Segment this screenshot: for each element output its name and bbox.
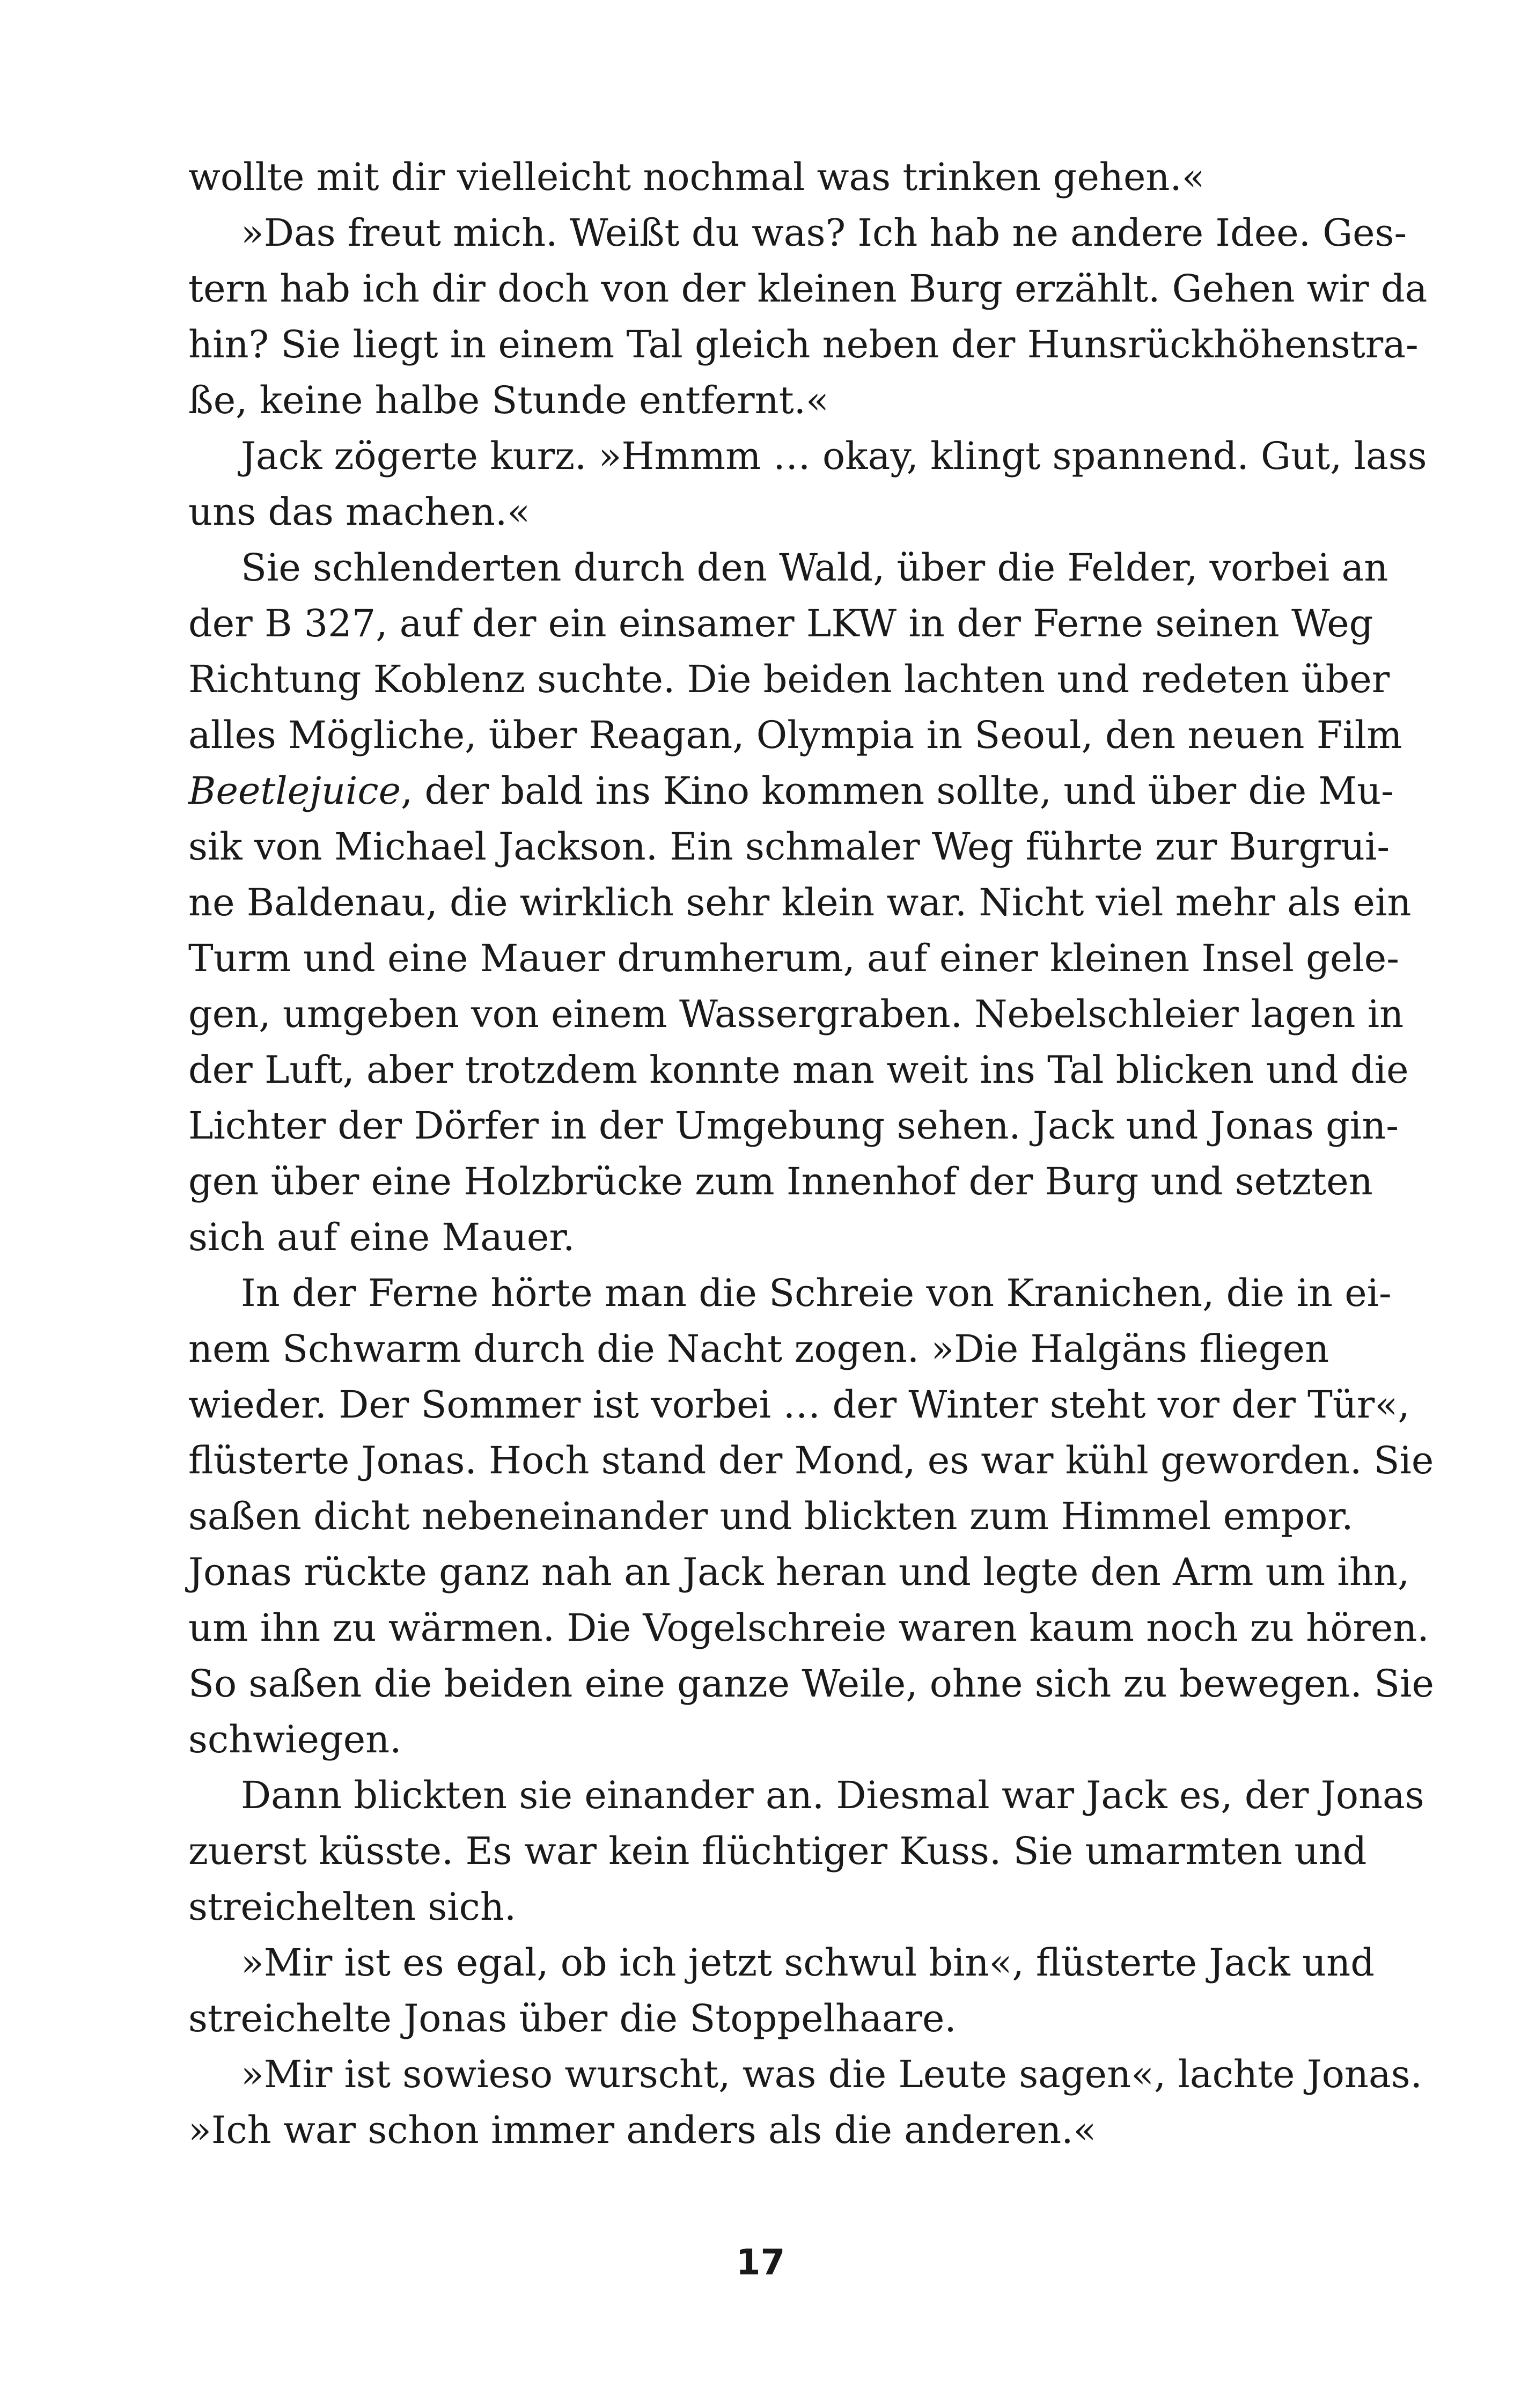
line-text: streichelten sich. xyxy=(188,1885,517,1929)
line-text: der Luft, aber trotzdem konnte man weit ins Tal blicken und die xyxy=(188,1048,1409,1092)
line-text: streichelte Jonas über die Stoppelhaare. xyxy=(188,1996,957,2040)
text-line xyxy=(188,428,1427,484)
line-text: flüsterte Jonas. Hoch stand der Mond, es war kühl geworden. Sie xyxy=(188,1438,1434,1482)
line-text: Jack zögerte kurz. »Hmmm … okay, klingt spannend. Gut, lass xyxy=(241,434,1427,478)
line-text: Dann blickten sie einander an. Diesmal war Jack es, der Jonas xyxy=(241,1773,1424,1817)
text-line xyxy=(188,2102,1327,2158)
text-line xyxy=(188,1042,1409,1098)
line-text: »Ich war schon immer anders als die anderen.« xyxy=(188,2108,1097,2152)
line-text: sik von Michael Jackson. Ein schmaler Weg führte zur Burgrui- xyxy=(188,825,1390,869)
text-line xyxy=(188,149,1327,205)
text-line xyxy=(188,484,1327,540)
text-line xyxy=(188,317,1419,372)
line-text: »Mir ist sowieso wurscht, was die Leute sagen«, lachte Jonas. xyxy=(241,2052,1422,2096)
text-line xyxy=(188,986,1404,1042)
text-line xyxy=(188,1377,1410,1433)
line-text: wollte mit dir vielleicht nochmal was trinken gehen.« xyxy=(188,155,1205,199)
text-line xyxy=(188,1321,1327,1377)
line-text: ne Baldenau, die wirklich sehr klein war. Nicht viel mehr als ein xyxy=(188,880,1412,924)
line-text: Jonas rückte ganz nah an Jack heran und legte den Arm um ihn, xyxy=(188,1550,1410,1594)
text-line xyxy=(188,1935,1375,1991)
line-text: Lichter der Dörfer in der Umgebung sehen. Jack und Jonas gin- xyxy=(188,1104,1399,1148)
text-line xyxy=(188,1823,1367,1879)
text-line xyxy=(188,596,1373,651)
text-line xyxy=(188,1098,1399,1154)
line-text: um ihn zu wärmen. Die Vogelschreie waren kaum noch zu hören. xyxy=(188,1606,1429,1650)
line-text: ße, keine halbe Stunde entfernt.« xyxy=(188,378,829,422)
text-line xyxy=(188,1991,1327,2046)
text-line xyxy=(188,205,1407,261)
text-line xyxy=(188,763,1394,819)
line-text: So saßen die beiden eine ganze Weile, ohne sich zu bewegen. Sie xyxy=(188,1662,1434,1706)
line-text: saßen dicht nebeneinander und blickten zum Himmel empor. xyxy=(188,1494,1354,1538)
italic-title: Beetlejuice xyxy=(188,769,401,813)
text-line xyxy=(188,1656,1434,1712)
text-line xyxy=(188,1544,1410,1600)
line-text: gen, umgeben von einem Wassergraben. Nebelschleier lagen in xyxy=(188,992,1404,1036)
text-line xyxy=(188,819,1390,875)
line-text: Sie schlenderten durch den Wald, über die Felder, vorbei an xyxy=(241,546,1388,590)
text-line xyxy=(188,875,1412,930)
line-text: wieder. Der Sommer ist vorbei … der Winter steht vor der Tür«, xyxy=(188,1383,1410,1427)
page-number: 17 xyxy=(736,2242,785,2283)
line-text: der B 327, auf der ein einsamer LKW in der Ferne seinen Weg xyxy=(188,601,1373,645)
line-text: »Mir ist es egal, ob ich jetzt schwul bin«, flüsterte Jack und xyxy=(241,1941,1375,1985)
line-text: hin? Sie liegt in einem Tal gleich neben der Hunsrückhöhenstra- xyxy=(188,322,1419,366)
line-text: , der bald ins Kino kommen sollte, und über die Mu- xyxy=(401,769,1394,813)
text-line xyxy=(188,1712,1327,1767)
text-line xyxy=(188,1433,1434,1488)
text-line xyxy=(188,1600,1429,1656)
text-line xyxy=(188,372,1327,428)
line-text: Turm und eine Mauer drumherum, auf einer kleinen Insel gele- xyxy=(188,936,1399,980)
text-line xyxy=(188,1879,1327,1935)
text-line xyxy=(188,1209,1327,1265)
page-body-text xyxy=(188,149,1434,2158)
text-line xyxy=(188,261,1428,317)
line-text: gen über eine Holzbrücke zum Innenhof der Burg und setzten xyxy=(188,1159,1373,1203)
text-line xyxy=(188,651,1390,707)
text-line xyxy=(188,930,1399,986)
line-text: tern hab ich dir doch von der kleinen Burg erzählt. Gehen wir da xyxy=(188,267,1428,311)
line-text: zuerst küsste. Es war kein flüchtiger Kuss. Sie umarmten und xyxy=(188,1829,1367,1873)
text-line xyxy=(188,1265,1392,1321)
text-line xyxy=(188,707,1402,763)
text-line xyxy=(188,1488,1354,1544)
line-text: uns das machen.« xyxy=(188,490,531,534)
line-text: In der Ferne hörte man die Schreie von Kranichen, die in ei- xyxy=(241,1271,1392,1315)
line-text: alles Mögliche, über Reagan, Olympia in Seoul, den neuen Film xyxy=(188,713,1402,757)
line-text: nem Schwarm durch die Nacht zogen. »Die Halgäns fliegen xyxy=(188,1327,1329,1371)
text-line xyxy=(188,2046,1422,2102)
line-text: »Das freut mich. Weißt du was? Ich hab ne andere Idee. Ges- xyxy=(241,211,1407,255)
text-line xyxy=(188,1767,1424,1823)
line-text: schwiegen. xyxy=(188,1717,402,1761)
text-line xyxy=(188,540,1388,596)
line-text: sich auf eine Mauer. xyxy=(188,1215,575,1259)
line-text: Richtung Koblenz suchte. Die beiden lachten und redeten über xyxy=(188,657,1390,701)
text-line xyxy=(188,1154,1373,1209)
